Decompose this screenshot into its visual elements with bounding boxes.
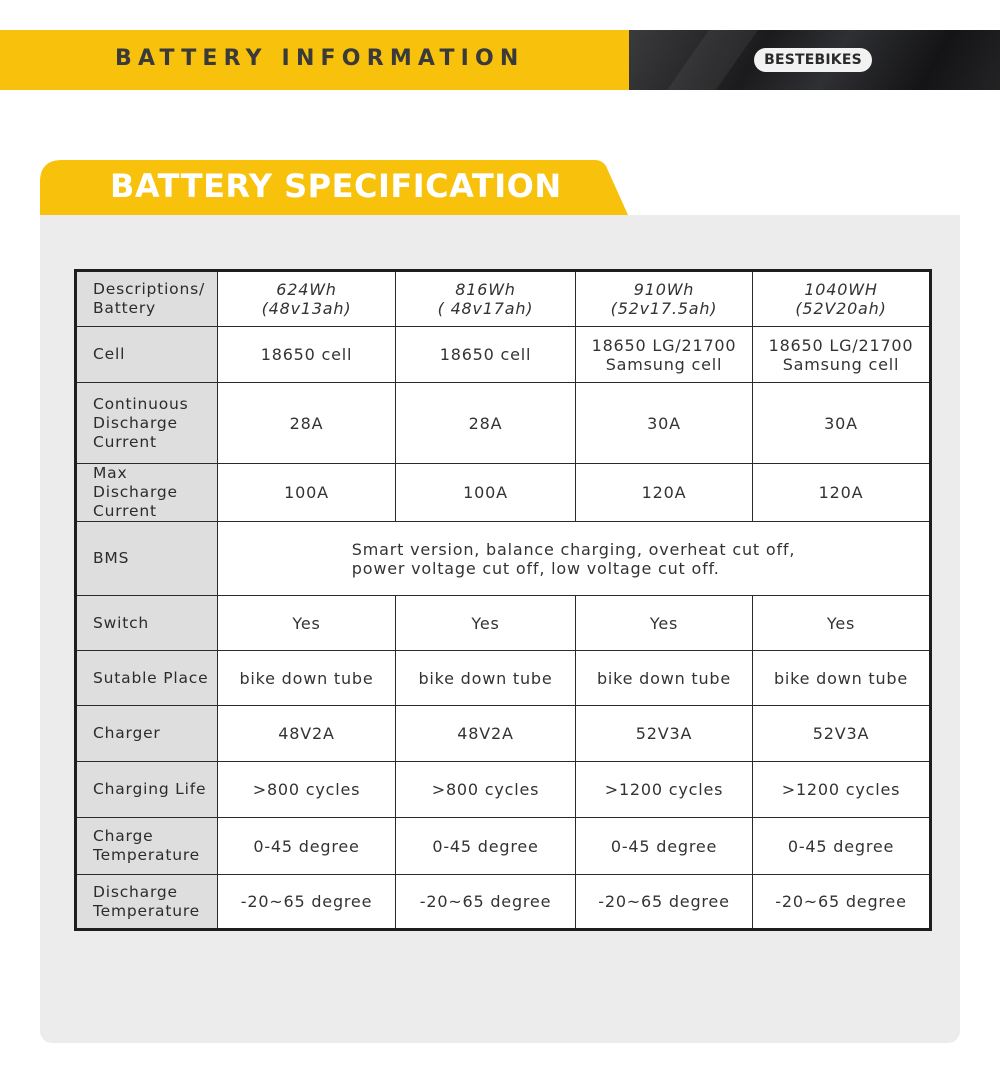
- table-cell: 18650 cell: [396, 327, 576, 383]
- table-cell: 0-45 degree: [218, 818, 396, 875]
- table-row: [76, 383, 931, 464]
- table-cell: -20~65 degree: [218, 875, 396, 930]
- column-header: 624Wh (48v13ah): [218, 271, 396, 327]
- row-label: Charger: [76, 706, 218, 762]
- table-cell: 18650 cell: [218, 327, 396, 383]
- row-label: Continuous Discharge Current: [76, 383, 218, 464]
- table-cell: >1200 cycles: [753, 762, 931, 818]
- row-label: Max Discharge Current: [76, 464, 218, 522]
- row-label: Sutable Place: [76, 651, 218, 706]
- table-cell: 52V3A: [753, 706, 931, 762]
- table-cell: -20~65 degree: [396, 875, 576, 930]
- row-label: Switch: [76, 596, 218, 651]
- table-row: [76, 762, 931, 818]
- table-cell: 30A: [753, 383, 931, 464]
- brand-logo: BESTEBIKES: [754, 48, 872, 72]
- section-title: BATTERY SPECIFICATION: [110, 167, 562, 205]
- table-cell: >1200 cycles: [576, 762, 753, 818]
- table-cell: -20~65 degree: [576, 875, 753, 930]
- table-cell: bike down tube: [753, 651, 931, 706]
- table-row: [76, 651, 931, 706]
- table-cell: 0-45 degree: [396, 818, 576, 875]
- row-label: Charge Temperature: [76, 818, 218, 875]
- table-cell: 120A: [753, 464, 931, 522]
- table-cell: bike down tube: [218, 651, 396, 706]
- banner-dark-block: [629, 30, 1000, 90]
- table-cell: bike down tube: [576, 651, 753, 706]
- table-cell: Yes: [753, 596, 931, 651]
- table-row: [76, 706, 931, 762]
- table-row: [76, 464, 931, 522]
- table-cell: Yes: [576, 596, 753, 651]
- table-row: [76, 327, 931, 383]
- table-cell: 52V3A: [576, 706, 753, 762]
- header-label-cell: Descriptions/ Battery: [76, 271, 218, 327]
- table-cell: Yes: [396, 596, 576, 651]
- battery-spec-table: [74, 269, 932, 931]
- column-header: 816Wh ( 48v17ah): [396, 271, 576, 327]
- table-cell: 48V2A: [396, 706, 576, 762]
- table-cell: Yes: [218, 596, 396, 651]
- banner-title: BATTERY INFORMATION: [115, 46, 525, 71]
- banner-yellow-block: [0, 30, 629, 90]
- table-cell: -20~65 degree: [753, 875, 931, 930]
- table-cell: 28A: [396, 383, 576, 464]
- table-row: [76, 596, 931, 651]
- row-label: BMS: [76, 522, 218, 596]
- table-row: [76, 818, 931, 875]
- section-tab: [40, 160, 628, 215]
- table-cell: 48V2A: [218, 706, 396, 762]
- table-header-row: [76, 271, 931, 327]
- row-label: Discharge Temperature: [76, 875, 218, 930]
- table-cell: 18650 LG/21700 Samsung cell: [753, 327, 931, 383]
- header-banner: [0, 30, 1000, 90]
- table-cell: 0-45 degree: [753, 818, 931, 875]
- table-cell: 100A: [396, 464, 576, 522]
- table-row: [76, 875, 931, 930]
- table-cell: >800 cycles: [396, 762, 576, 818]
- table-cell: 120A: [576, 464, 753, 522]
- column-header: 910Wh (52v17.5ah): [576, 271, 753, 327]
- bms-text: Smart version, balance charging, overheat cut off, power voltage cut off, low voltage cut off.: [351, 539, 796, 578]
- table-row: [76, 522, 931, 596]
- table-cell: >800 cycles: [218, 762, 396, 818]
- table-cell: 0-45 degree: [576, 818, 753, 875]
- table-cell: 28A: [218, 383, 396, 464]
- bms-cell: [218, 522, 931, 596]
- column-header: 1040WH (52V20ah): [753, 271, 931, 327]
- row-label: Cell: [76, 327, 218, 383]
- row-label: Charging Life: [76, 762, 218, 818]
- table-cell: 100A: [218, 464, 396, 522]
- table-cell: 18650 LG/21700 Samsung cell: [576, 327, 753, 383]
- table-cell: bike down tube: [396, 651, 576, 706]
- table-cell: 30A: [576, 383, 753, 464]
